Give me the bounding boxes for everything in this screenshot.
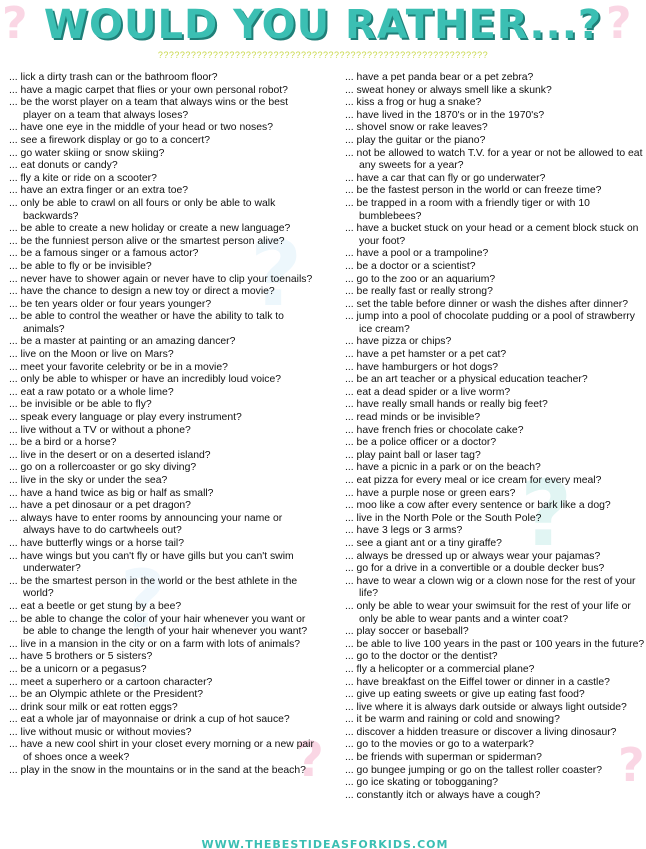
decor-question-icon: ?: [250, 222, 303, 327]
question-item: ... have butterfly wings or a horse tail?: [9, 537, 184, 549]
question-item: ... have 3 legs or 3 arms?: [345, 525, 463, 537]
question-item: ... meet a superhero or a cartoon character?: [9, 676, 213, 688]
question-item: ... have a pet panda bear or a pet zebra?: [345, 72, 534, 83]
question-item: ... give up eating sweets or give up eating fast food?: [345, 689, 585, 701]
question-item: ... always be dressed up or always wear your pajamas?: [345, 550, 601, 562]
question-item: ... play paint ball or laser tag?: [345, 449, 481, 461]
question-item: ... have a pool or a trampoline?: [345, 248, 489, 260]
question-item: ... have a bucket stuck on your head or a cement block stuck on your foot?: [345, 223, 639, 247]
question-item: ... be an Olympic athlete or the President?: [9, 689, 204, 701]
question-item: ... have a magic carpet that flies or your own personal robot?: [9, 84, 288, 96]
question-item: ... discover a hidden treasure or discover a living dinosaur?: [345, 726, 617, 738]
question-item: ... lick a dirty trash can or the bathroom floor?: [9, 72, 218, 83]
question-item: ... have an extra finger or an extra toe?: [9, 185, 189, 197]
question-item: ... have hamburgers or hot dogs?: [345, 361, 499, 373]
question-item: ... it be warm and raining or cold and snowing?: [345, 714, 560, 726]
question-item: ... only be able to crawl on all fours or only be able to walk backwards?: [9, 197, 276, 222]
question-item: ... fly a kite or ride on a scooter?: [9, 172, 157, 184]
question-item: ... set the table before dinner or wash the dishes after dinner?: [345, 298, 629, 310]
question-item: ... play soccer or baseball?: [345, 626, 469, 638]
question-item: ... kiss a frog or hug a snake?: [345, 97, 482, 109]
question-item: ... go to the movies or go to a waterpark?: [345, 739, 534, 751]
question-item: ... be able to create a new holiday or create a new language?: [9, 223, 291, 235]
question-item: ... be the funniest person alive or the smartest person alive?: [9, 235, 285, 247]
question-item: ... have a picnic in a park or on the beach?: [345, 462, 541, 474]
website-footer: WWW.THEBESTIDEASFORKIDS.COM: [201, 838, 449, 849]
decor-question-icon: ?: [606, 0, 632, 49]
right-question-list: [345, 72, 646, 802]
question-item: ... have a purple nose or green ears?: [345, 487, 516, 499]
question-item: ... live on the Moon or live on Mars?: [9, 349, 174, 361]
question-item: ... go ice skating or tobogganing?: [345, 777, 499, 789]
question-item: ... live in a mansion in the city or on a farm with lots of animals?: [9, 638, 301, 650]
question-item: ... have pizza or chips?: [345, 336, 452, 348]
question-item: ... be able to fly or be invisible?: [9, 260, 152, 272]
question-item: ... have french fries or chocolate cake?: [345, 424, 524, 436]
question-item: ... shovel snow or rake leaves?: [345, 122, 488, 134]
question-item: ... play in the snow in the mountains or in the sand at the beach?: [9, 764, 306, 776]
question-item: ... eat pizza for every meal or ice cream for every meal?: [345, 475, 602, 486]
question-item: ... only be able to wear your swimsuit for the rest of your life or only be able to wear pants and a winter coat?: [345, 600, 631, 625]
question-item: ... go to the zoo or an aquarium?: [345, 273, 496, 285]
question-item: ... play the guitar or the piano?: [345, 134, 486, 146]
question-item: ... have lived in the 1870's or in the 1970's?: [345, 109, 545, 121]
question-item: ... moo like a cow after every sentence or bark like a dog?: [345, 500, 611, 512]
question-item: ... drink sour milk or eat rotten eggs?: [9, 701, 178, 713]
question-item: ... go for a drive in a convertible or a double decker bus?: [345, 563, 605, 575]
question-item: ... be able to live 100 years in the past or 100 years in the future?: [345, 638, 645, 650]
question-item: ... have breakfast on the Eiffel tower or dinner in a castle?: [345, 676, 610, 688]
question-item: ... be a doctor or a scientist?: [345, 260, 476, 272]
question-item: ... not be allowed to watch T.V. for a year or not be allowed to eat any sweets for a year?: [345, 147, 643, 172]
question-item: ... fly a helicopter or a commercial plane?: [345, 663, 535, 675]
question-item: ... be a famous singer or a famous actor?: [9, 248, 199, 260]
question-item: ... live in the desert or on a deserted island?: [9, 449, 211, 461]
question-item: ... eat a whole jar of mayonnaise or drink a cup of hot sauce?: [9, 714, 290, 726]
question-item: ... eat a beetle or get stung by a bee?: [9, 600, 182, 612]
question-item: ... only be able to whisper or have an incredibly loud voice?: [9, 374, 282, 386]
question-item: ... eat donuts or candy?: [9, 160, 118, 172]
question-item: ... live in the sky or under the sea?: [9, 475, 168, 486]
question-item: ... speak every language or play every instrument?: [9, 412, 242, 424]
question-item: ... be the worst player on a team that always wins or the best player on a team that always loses?: [9, 97, 288, 121]
question-item: ... be the smartest person in the world or the best athlete in the world?: [9, 575, 298, 600]
decor-question-icon: ?: [2, 0, 28, 49]
page-title: WOULD YOU RATHER...?: [43, 2, 603, 48]
question-item: ... have to wear a clown wig or a clown nose for the rest of your life?: [345, 575, 636, 600]
decor-question-icon: ?: [296, 732, 324, 788]
question-item: ... never have to shower again or never have to clip your toenails?: [9, 273, 313, 285]
question-item: ... live in the North Pole or the South Pole?: [345, 512, 542, 524]
question-item: ... jump into a pool of chocolate pudding or a pool of strawberry ice cream?: [345, 311, 635, 335]
question-item: ... be a bird or a horse?: [9, 437, 117, 449]
question-item: ... be a unicorn or a pegasus?: [9, 663, 147, 675]
question-item: ... be able to change the color of your hair whenever you want or be able to change the length of your hair whenever you want?: [9, 613, 308, 638]
question-item: ... go on a rollercoaster or go sky diving?: [9, 462, 197, 474]
left-question-list: [9, 72, 314, 777]
question-item: ... be trapped in a room with a friendly tiger or with 10 bumblebees?: [345, 197, 590, 222]
question-item: ... read minds or be invisible?: [345, 412, 481, 424]
question-item: ... go water skiing or snow skiing?: [9, 147, 165, 159]
question-item: ... have a pet dinosaur or a pet dragon?: [9, 500, 191, 512]
question-item: ... be the fastest person in the world or can freeze time?: [345, 185, 602, 197]
question-item: ... sweat honey or always smell like a skunk?: [345, 84, 552, 96]
question-item: ... have a pet hamster or a pet cat?: [345, 349, 507, 361]
question-item: ... eat a dead spider or a live worm?: [345, 386, 511, 398]
question-item: ... be a police officer or a doctor?: [345, 437, 497, 449]
question-item: ... live without a TV or without a phone?: [9, 424, 191, 436]
question-item: ... be able to control the weather or have the ability to talk to animals?: [9, 311, 284, 335]
decor-question-icon: ?: [520, 462, 573, 567]
question-item: ... have one eye in the middle of your head or two noses?: [9, 122, 273, 134]
question-item: ... have a car that can fly or go underwater?: [345, 172, 546, 184]
question-item: ... be an art teacher or a physical education teacher?: [345, 374, 588, 386]
question-item: ... have the chance to design a new toy or direct a movie?: [9, 286, 275, 298]
question-item: ... have 5 brothers or 5 sisters?: [9, 651, 153, 663]
question-item: ... be really fast or really strong?: [345, 286, 493, 298]
question-item: ... have a new cool shirt in your closet every morning or a new pair of shoes once a week?: [9, 739, 314, 764]
question-item: ... live without music or without movies?: [9, 726, 192, 738]
question-item: ... be friends with superman or spiderman?: [345, 752, 542, 764]
question-item: ... have wings but you can't fly or have gills but you can't swim underwater?: [9, 550, 294, 575]
question-item: ... have really small hands or really big feet?: [345, 399, 548, 411]
question-item: ... always have to enter rooms by announcing your name or always have to do cartwheels out?: [9, 512, 283, 537]
question-item: ... be invisible or be able to fly?: [9, 399, 152, 411]
question-item: ... be a master at painting or an amazing dancer?: [9, 336, 236, 348]
decor-question-icon: ?: [618, 738, 645, 792]
question-item: ... have a hand twice as big or half as small?: [9, 487, 214, 499]
question-item: ... meet your favorite celebrity or be in a movie?: [9, 361, 228, 373]
question-item: ... go to the doctor or the dentist?: [345, 651, 498, 663]
question-item: ... constantly itch or always have a cough?: [345, 789, 541, 801]
question-item: ... eat a raw potato or a whole lime?: [9, 386, 174, 398]
decor-question-icon: ?: [120, 553, 167, 646]
question-mark-divider: ????????????????????????????????????????????????????????????: [157, 50, 489, 60]
question-item: ... be ten years older or four years younger?: [9, 298, 212, 310]
question-item: ... see a firework display or go to a concert?: [9, 134, 210, 146]
question-item: ... go bungee jumping or go on the tallest roller coaster?: [345, 764, 603, 776]
question-item: ... live where it is always dark outside or always light outside?: [345, 701, 627, 713]
question-item: ... see a giant ant or a tiny giraffe?: [345, 537, 502, 549]
